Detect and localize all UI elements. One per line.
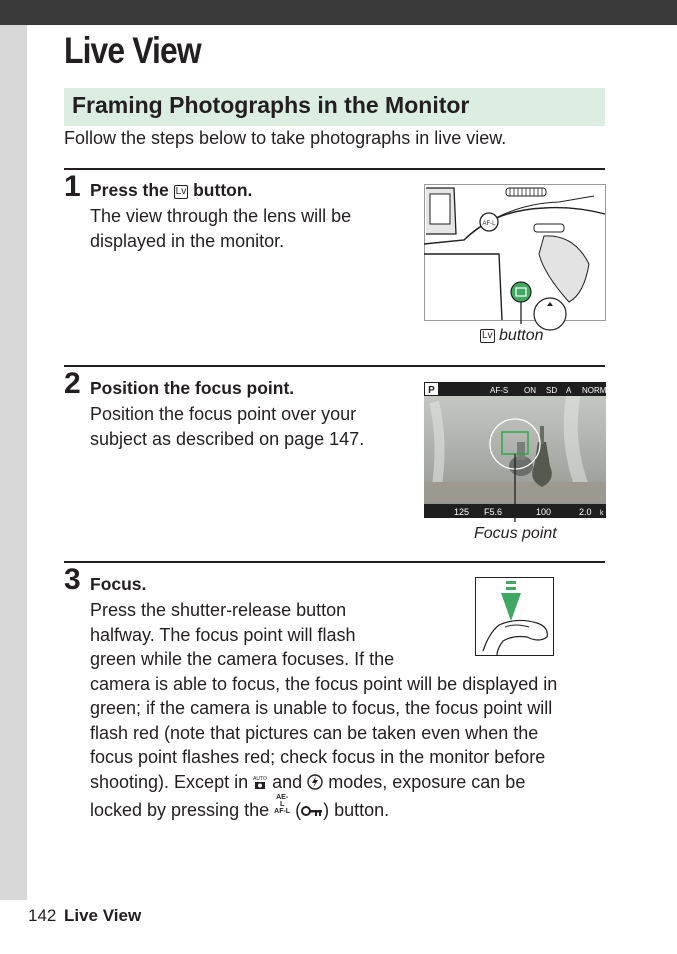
step-divider xyxy=(64,365,605,367)
svg-text:AF-L: AF-L xyxy=(482,221,496,227)
step-divider xyxy=(64,561,605,563)
lcd-iso: 100 xyxy=(536,507,552,517)
step-body-line: Position the focus point over your xyxy=(90,404,357,424)
live-view-screen-illustration xyxy=(424,382,606,522)
step-number: 2 xyxy=(64,367,81,400)
step-body xyxy=(90,204,351,253)
lcd-item: A xyxy=(566,386,572,395)
section-heading: Framing Photographs in the Monitor xyxy=(72,92,470,118)
step-divider xyxy=(64,168,605,170)
figure-caption: Focus point xyxy=(474,525,557,542)
step-body-line: locked by pressing the AE-L AF-L ( ) button. xyxy=(90,794,390,820)
lv-icon: Lv xyxy=(482,330,493,341)
lcd-remaining: 2.0 xyxy=(579,507,592,517)
lcd-item: SD xyxy=(546,386,558,395)
step-body-line: flash red (note that pictures can be taken even when the xyxy=(90,722,539,743)
step-body-line: focus point flashes red; check focus in the monitor before xyxy=(90,747,546,767)
lcd-item: ON xyxy=(524,386,536,395)
key-lock-icon xyxy=(301,805,323,817)
text-span: and xyxy=(272,771,303,792)
lcd-shutter-speed: 125 xyxy=(454,507,470,517)
step-number: 1 xyxy=(64,170,81,203)
step-heading-text: Press the xyxy=(90,180,169,200)
step-body xyxy=(90,598,557,823)
lcd-remaining-unit: k xyxy=(600,510,604,517)
step-body-line: displayed in the monitor. xyxy=(90,230,285,251)
lcd-aperture: F5.6 xyxy=(484,507,503,517)
step-body-line: halfway. The focus point will flash xyxy=(90,624,356,645)
flash-off-icon xyxy=(307,774,323,790)
auto-mode-icon xyxy=(253,774,267,790)
top-bar xyxy=(0,0,677,25)
text-span: shooting). Except in xyxy=(90,771,249,792)
side-tab xyxy=(0,25,27,900)
step-body-line: Press the shutter-release button xyxy=(90,600,347,620)
page-title: Live View xyxy=(64,30,201,71)
step-body-line: camera is able to focus, the focus point will be displayed in xyxy=(90,673,558,694)
step-heading: Position the focus point. xyxy=(90,378,295,398)
step-body-line: green while the camera focuses. If the xyxy=(90,649,395,669)
figure-caption xyxy=(480,327,544,345)
ae-l-af-l-icon: AE-L AF-L xyxy=(274,794,291,815)
lcd-af-mode: AF-S xyxy=(490,386,509,395)
caption-text: button xyxy=(499,327,544,344)
text-span: modes, exposure can be xyxy=(328,771,526,792)
section-heading-box xyxy=(64,88,605,126)
step-body-line: subject as described on page 147. xyxy=(90,428,365,449)
step-body xyxy=(90,402,364,451)
lv-icon: Lv xyxy=(175,186,187,197)
text-span: button. xyxy=(334,800,390,820)
step-heading-text: button. xyxy=(193,180,253,200)
step-body-line: green; if the camera is unable to focus, the focus point will xyxy=(90,698,553,718)
svg-text:AUTO: AUTO xyxy=(253,775,268,782)
page-number: 142 xyxy=(28,906,57,925)
step-body-line: The view through the lens will be xyxy=(90,206,352,226)
camera-back-illustration xyxy=(424,184,606,334)
step-heading: Focus. xyxy=(90,574,147,594)
step-number: 3 xyxy=(64,563,81,596)
text-span: locked by pressing the xyxy=(90,800,270,820)
step-heading xyxy=(90,180,252,201)
lcd-item: NORM xyxy=(582,386,606,395)
step-body-line xyxy=(90,770,557,795)
intro-text: Follow the steps below to take photographs in live view. xyxy=(64,128,507,148)
shooting-mode: P xyxy=(428,385,435,396)
footer-title: Live View xyxy=(64,906,142,925)
